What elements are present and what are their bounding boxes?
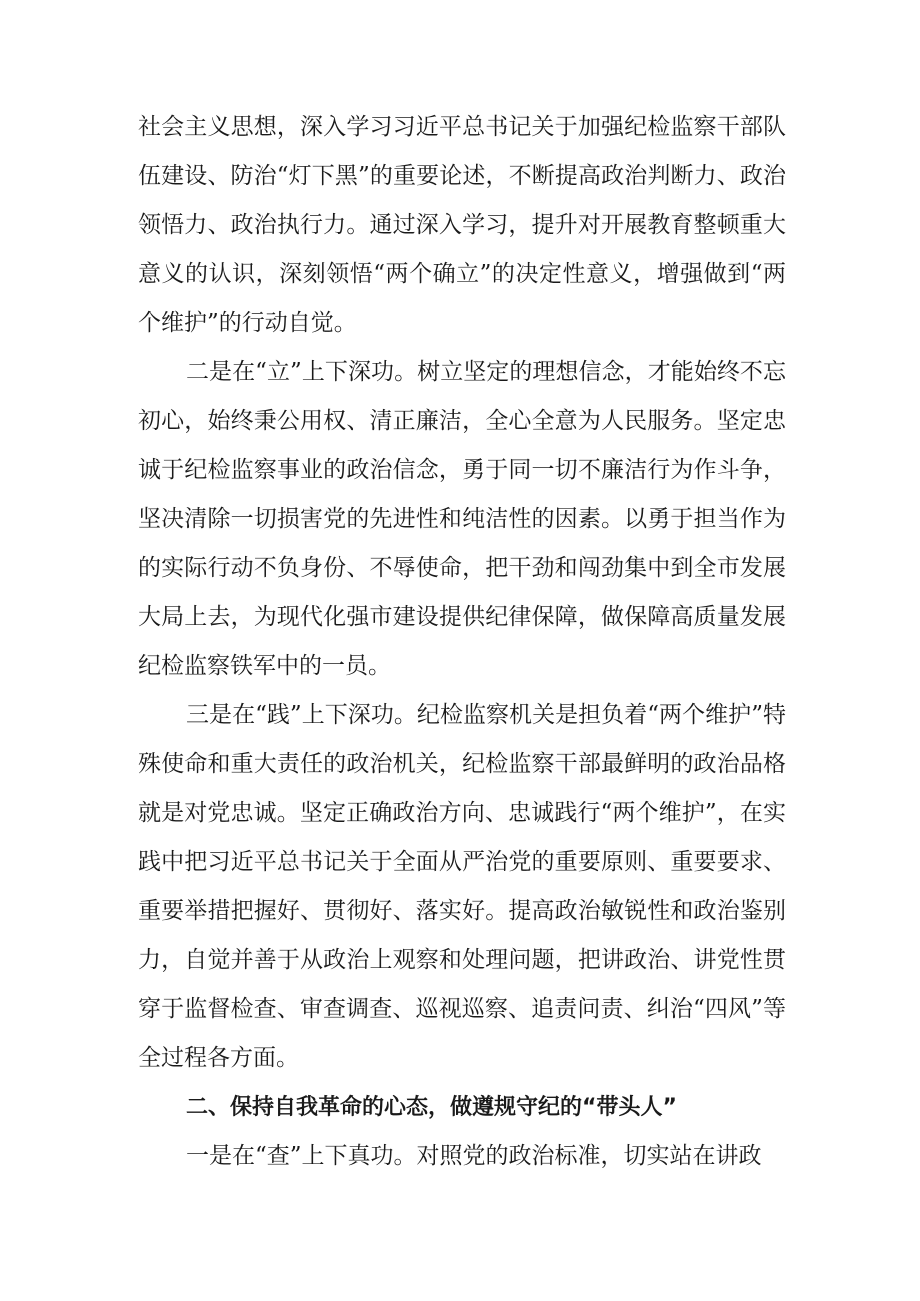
paragraph-continued: 社会主义思想，深入学习习近平总书记关于加强纪检监察干部队伍建设、防治“灯下黑”的重要论述，不断提高政治判断力、政治领悟力、政治执行力。通过深入学习，提升对开展教育整顿重大意义的认识，深刻领悟“两个确立”的决定性意义，增强做到“两个维护”的行动自觉。 — [138, 114, 786, 336]
paragraph-cha: 一是在“查”上下真功。对照党的政治标准，切实站在讲政 — [186, 1143, 762, 1169]
section-heading: 二、保持自我革命的心态，做遵规守纪的“带头人” — [186, 1095, 677, 1120]
document-body — [138, 103, 786, 1181]
paragraph-li: 二是在“立”上下深功。树立坚定的理想信念，才能始终不忘初心，始终秉公用权、清正廉洁，全心全意为人民服务。坚定忠诚于纪检监察事业的政治信念，勇于同一切不廉洁行为作斗争，坚决清除一切损害党的先进性和纯洁性的因素。以勇于担当作为的实际行动不负身份、不辱使命，把干劲和闯劲集中到全市发展大局上去，为现代化强市建设提供纪律保障，做保障高质量发展纪检监察铁军中的一员。 — [138, 359, 786, 679]
paragraph-jian: 三是在“践”上下深功。纪检监察机关是担负着“两个维护”特殊使命和重大责任的政治机关，纪检监察干部最鲜明的政治品格就是对党忠诚。坚定正确政治方向、忠诚践行“两个维护”，在实践中把习近平总书记关于全面从严治党的重要原则、重要要求、重要举措把握好、贯彻好、落实好。提高政治敏锐性和政治鉴别力，自觉并善于从政治上观察和处理问题，把讲政治、讲党性贯穿于监督检查、审查调查、巡视巡察、追责问责、纠治“四风”等全过程各方面。 — [138, 702, 786, 1071]
